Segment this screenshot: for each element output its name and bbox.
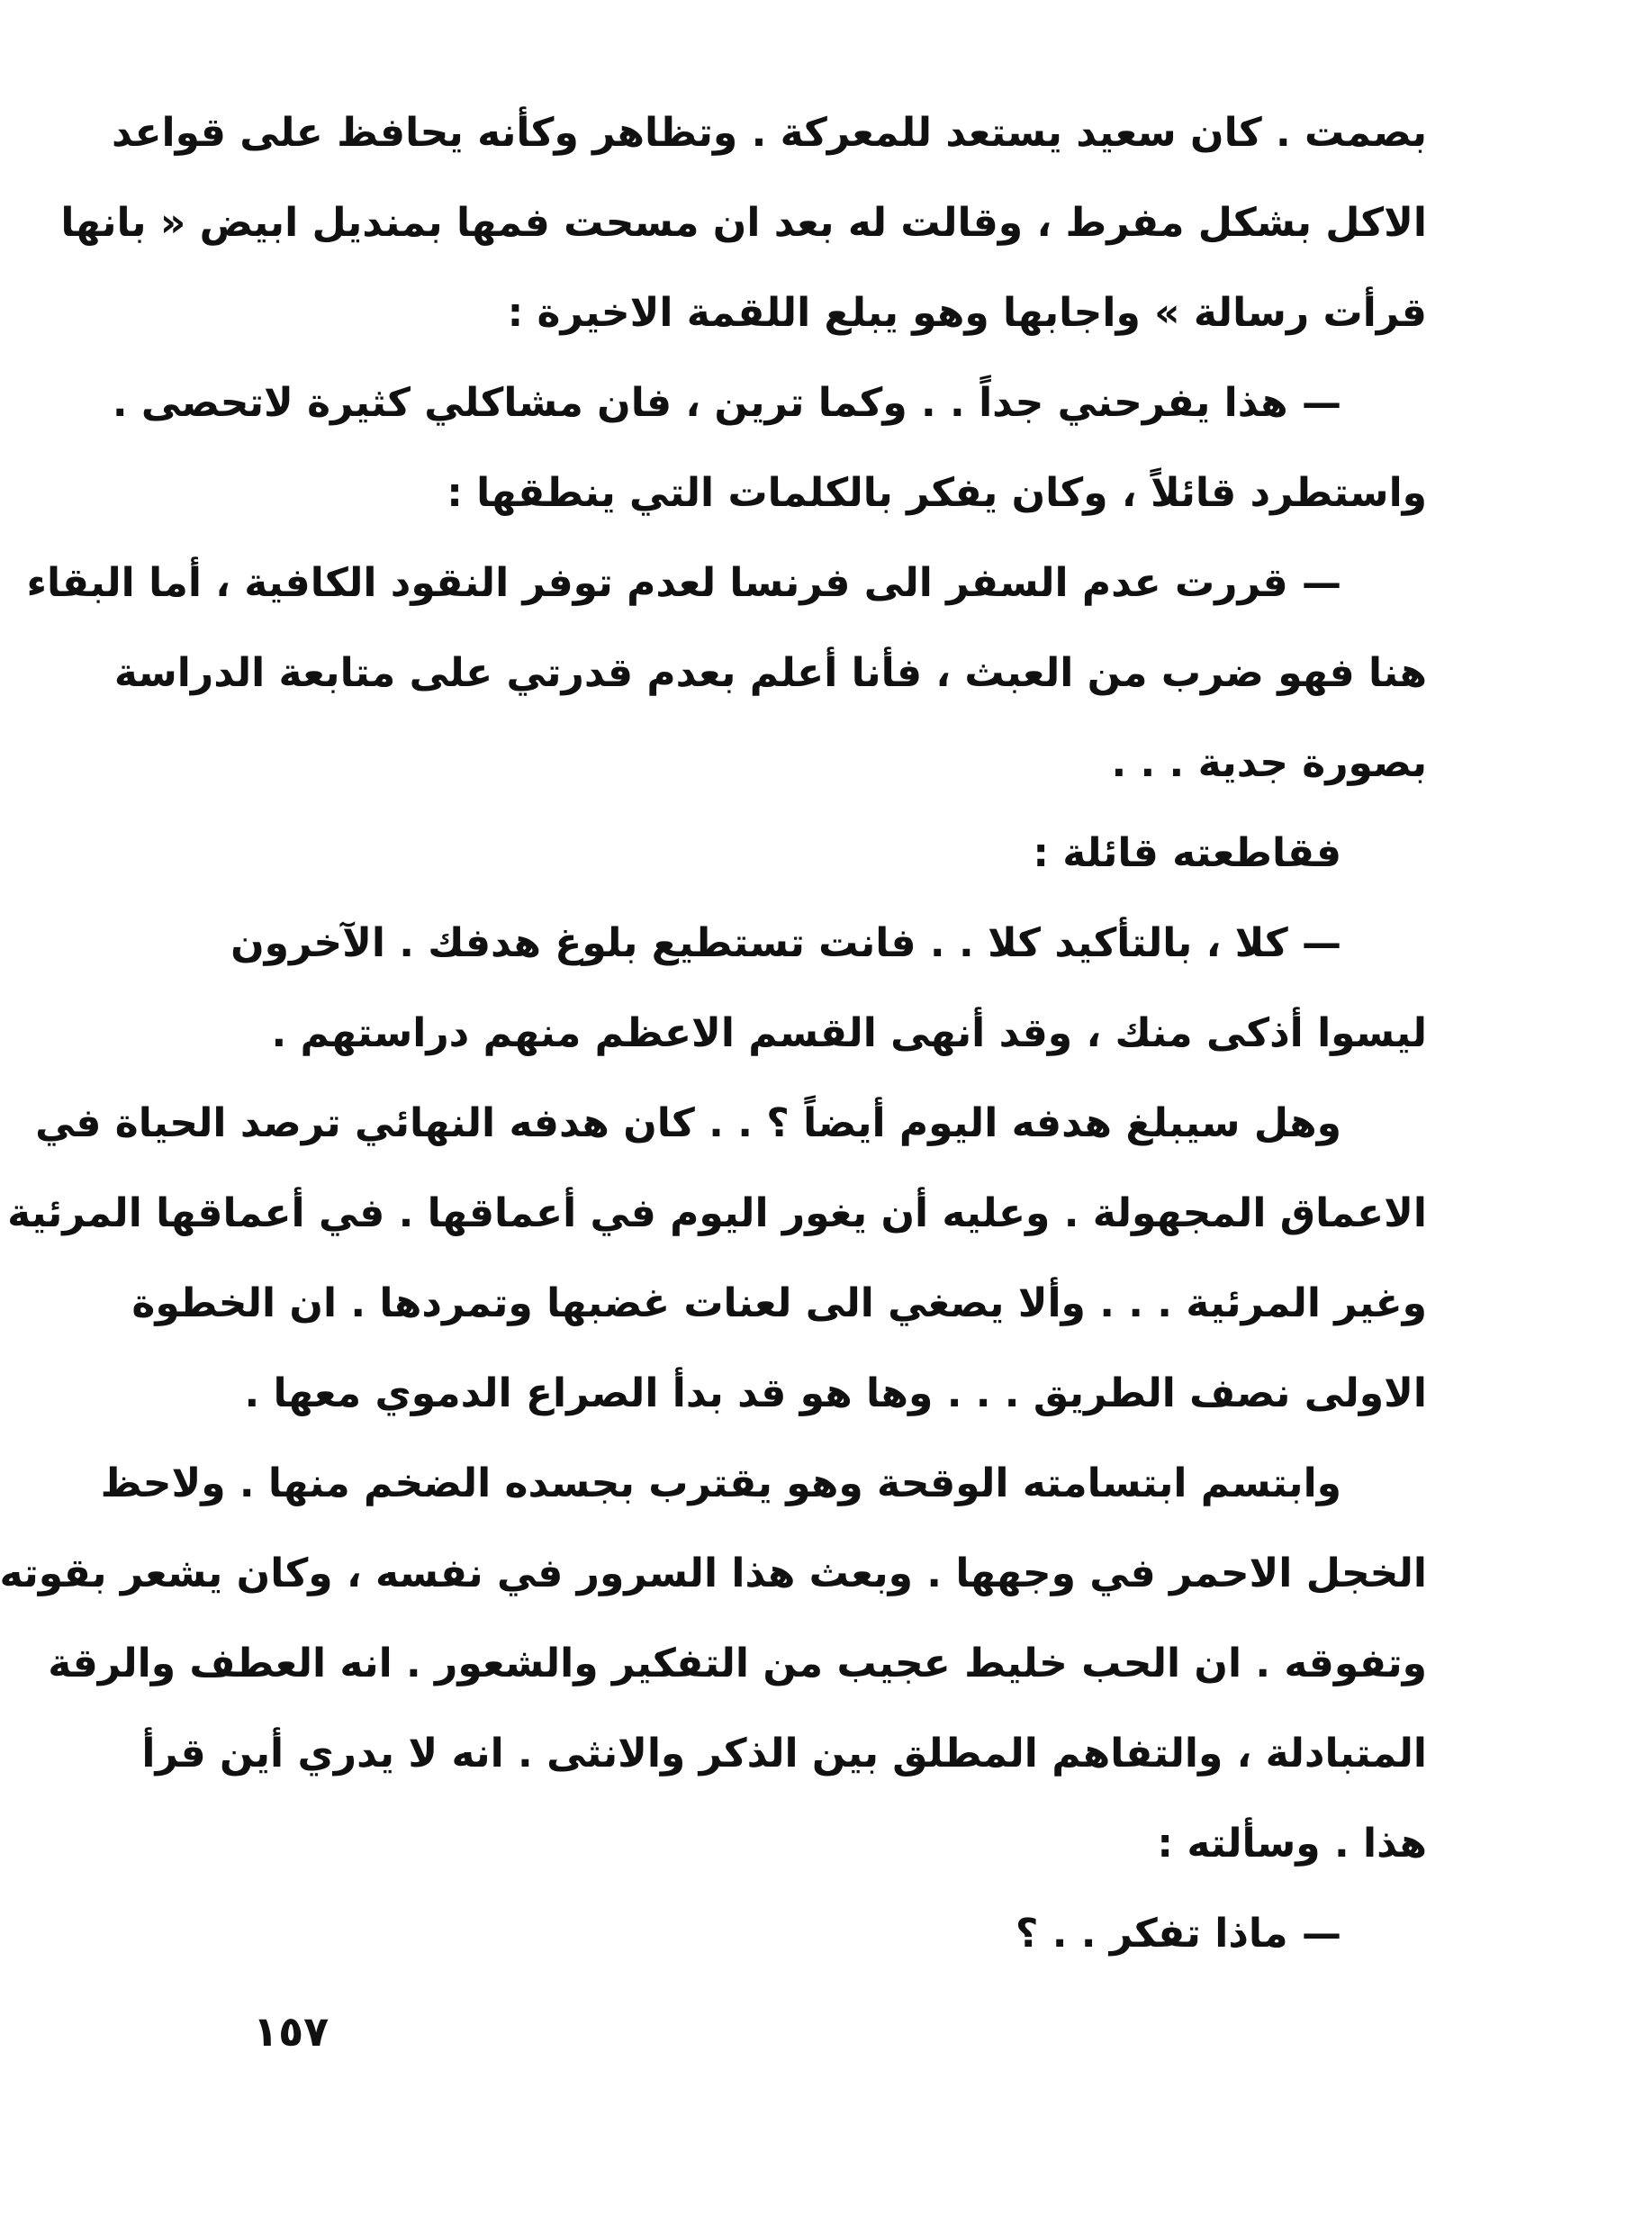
- text-line: قرأت رسالة » واجابها وهو يبلع اللقمة الاخيرة :: [507, 290, 1427, 336]
- text-line: واستطرد قائلاً ، وكان يفكر بالكلمات التي ينطقها :: [447, 470, 1427, 516]
- text-line: — هذا يفرحني جداً . . وكما ترين ، فان مشاكلي كثيرة لاتحصى .: [112, 380, 1341, 426]
- text-line: فقاطعته قائلة :: [1033, 830, 1341, 876]
- text-line: بصورة جدية . . .: [1111, 740, 1427, 786]
- text-line: وغير المرئية . . . وألا يصغي الى لعنات غضبها وتمردها . ان الخطوة: [131, 1280, 1427, 1326]
- text-line: وابتسم ابتسامته الوقحة وهو يقترب بجسده الضخم منها . ولاحظ: [100, 1460, 1341, 1506]
- text-line: — قررت عدم السفر الى فرنسا لعدم توفر النقود الكافية ، أما البقاء: [26, 560, 1341, 606]
- text-line: المتبادلة ، والتفاهم المطلق بين الذكر والانثى . انه لا يدري أين قرأ: [141, 1731, 1427, 1777]
- page-number: ١٥٧: [253, 2007, 329, 2056]
- text-line: — كلا ، بالتأكيد كلا . . فانت تستطيع بلوغ هدفك . الآخرون: [230, 920, 1341, 966]
- text-line: هنا فهو ضرب من العبث ، فأنا أعلم بعدم قدرتي على متابعة الدراسة: [113, 650, 1427, 696]
- text-line: — ماذا تفكر . . ؟: [1015, 1911, 1341, 1957]
- text-line: الخجل الاحمر في وجهها . وبعث هذا السرور في نفسه ، وكان يشعر بقوته: [0, 1550, 1427, 1596]
- text-line: هذا . وسألته :: [1157, 1821, 1427, 1867]
- text-line: الاكل بشكل مفرط ، وقالت له بعد ان مسحت فمها بمنديل ابيض « بانها: [60, 200, 1427, 246]
- text-line: وتفوقه . ان الحب خليط عجيب من التفكير والشعور . انه العطف والرقة: [48, 1641, 1427, 1686]
- text-line: الاعماق المجهولة . وعليه أن يغور اليوم في أعماقها . في أعماقها المرئية: [7, 1190, 1427, 1236]
- text-line: وهل سيبلغ هدفه اليوم أيضاً ؟ . . كان هدفه النهائي ترصد الحياة في: [35, 1100, 1341, 1146]
- text-line: بصمت . كان سعيد يستعد للمعركة . وتظاهر وكأنه يحافظ على قواعد: [112, 110, 1427, 156]
- text-line: الاولى نصف الطريق . . . وها هو قد بدأ الصراع الدموي معها .: [244, 1370, 1427, 1416]
- text-line: ليسوا أذكى منك ، وقد أنهى القسم الاعظم منهم دراستهم .: [271, 1010, 1427, 1056]
